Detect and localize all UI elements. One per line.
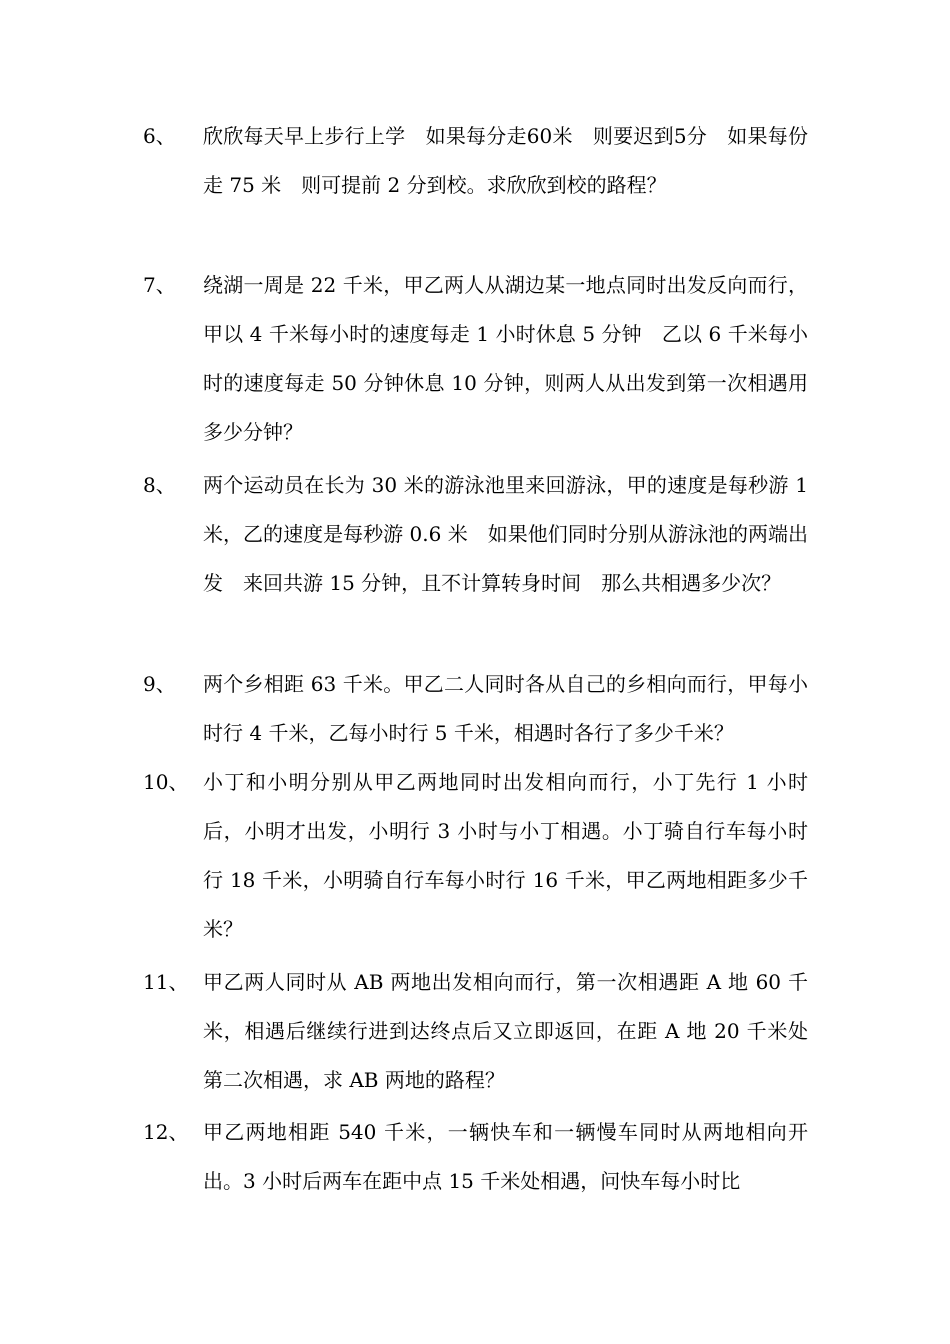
problem-text: 甲乙两人同时从 AB 两地出发相向而行，第一次相遇距 A 地 60 千米，相遇后继续行进到达终点后又立即返回，在距 A 地 20 千米处第二次相遇，求 AB 两地的路程？ xyxy=(203,970,808,1092)
problem-number: 7、 xyxy=(143,273,176,297)
problem-number: 6、 xyxy=(143,124,176,148)
problem-text: 绕湖一周是 22 千米，甲乙两人从湖边某一地点同时出发反向而行，甲以 4 千米每小时的速度每走 1 小时休息 5 分钟 乙以 6 千米每小时的速度每走 50 分钟休息 10 分钟，则两人从出发到第一次相遇用多少分钟？ xyxy=(203,273,808,444)
problem-text: 两个运动员在长为 30 米的游泳池里来回游泳，甲的速度是每秒游 1 米，乙的速度是每秒游 0.6 米 如果他们同时分别从游泳池的两端出发 来回共游 15 分钟，且不计算转身时间 那么共相遇多少次？ xyxy=(203,473,808,595)
problem-text: 欣欣每天早上步行上学 如果每分走60米 则要迟到5分 如果每份走 75 米 则可提前 2 分到校。求欣欣到校的路程？ xyxy=(203,124,808,197)
problem-number: 11、 xyxy=(143,970,189,994)
problem-number: 9、 xyxy=(143,672,176,696)
problem-text: 小丁和小明分别从甲乙两地同时出发相向而行，小丁先行 1 小时后，小明才出发，小明行 3 小时与小丁相遇。小丁骑自行车每小时行 18 千米，小明骑自行车每小时行 16 千米，甲乙两地相距多少千米？ xyxy=(203,770,808,941)
problem-number: 10、 xyxy=(143,770,189,794)
problem-number: 8、 xyxy=(143,473,176,497)
problem-text: 两个乡相距 63 千米。甲乙二人同时各从自己的乡相向而行，甲每小时行 4 千米，乙每小时行 5 千米，相遇时各行了多少千米？ xyxy=(203,672,808,745)
problem-text: 甲乙两地相距 540 千米，一辆快车和一辆慢车同时从两地相向开出。3 小时后两车在距中点 15 千米处相遇，问快车每小时比 xyxy=(203,1120,808,1193)
problem-number: 12、 xyxy=(143,1120,189,1144)
